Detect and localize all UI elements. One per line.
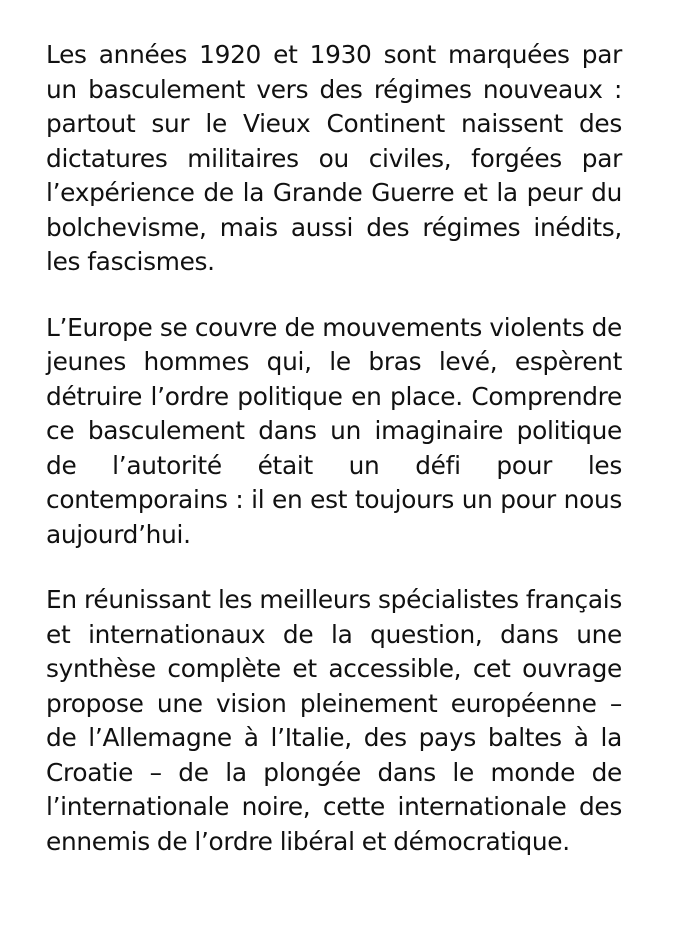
paragraph-1: Les années 1920 et 1930 sont marquées par un basculement vers des régimes nouveaux : partout sur le Vieux Continent naissent des dictatures militaires ou civiles, forgées par l’expérience de la Grande Guerre et la peur du bolchevisme, mais aussi des régimes inédits, les fascismes. xyxy=(46,40,622,276)
paragraph-2: L’Europe se couvre de mouvements violents de jeunes hommes qui, le bras levé, espèrent détruire l’ordre politique en place. Comprendre ce basculement dans un imaginaire politique de l’autorité était un défi pour les contemporains : il en est toujours un pour nous aujourd’hui. xyxy=(46,312,622,549)
text-block xyxy=(46,38,622,890)
paragraph-3: En réunissant les meilleurs spécialistes français et internationaux de la question, dans une synthèse complète et accessible, cet ouvrage propose une vision pleinement européenne – de l’Allemagne à l’Italie, des pays baltes à la Croatie – de la plongée dans le monde de l’internationale noire, cette internationale des ennemis de l’ordre libéral et démocratique. xyxy=(46,585,622,856)
